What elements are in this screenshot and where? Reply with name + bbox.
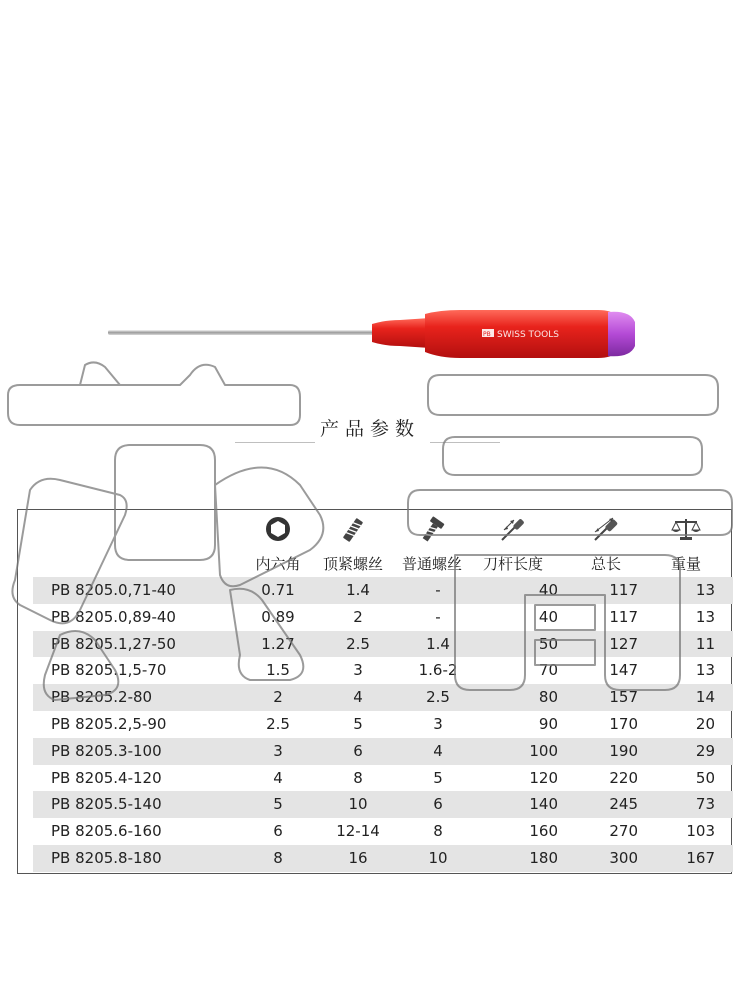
col-total-length-label: 总长 bbox=[590, 555, 621, 573]
cell-set-screw: 1.4 bbox=[346, 581, 370, 599]
cell-set-screw: 16 bbox=[348, 848, 368, 867]
cell-total-length: 220 bbox=[609, 768, 638, 787]
col-set-screw-label: 顶紧螺丝 bbox=[322, 555, 383, 573]
cell-total-length: 117 bbox=[609, 607, 638, 626]
cell-blade-length: 120 bbox=[529, 768, 558, 787]
cell-model: PB 8205.8-180 bbox=[51, 848, 162, 867]
cell-hex: 2.5 bbox=[266, 714, 290, 733]
cell-set-screw: 8 bbox=[353, 768, 363, 787]
cell-hex: 3 bbox=[273, 741, 283, 760]
table-row bbox=[33, 845, 733, 872]
cell-weight: 73 bbox=[695, 795, 715, 814]
cell-hex: 8 bbox=[273, 848, 283, 867]
cell-hex: 1.5 bbox=[266, 661, 290, 680]
col-blade-length bbox=[474, 510, 552, 577]
cell-normal-screw: 3 bbox=[433, 714, 443, 733]
cell-total-length: 270 bbox=[609, 822, 638, 841]
cell-normal-screw: 5 bbox=[433, 768, 443, 787]
cell-set-screw: 12-14 bbox=[336, 822, 380, 841]
cell-total-length: 245 bbox=[609, 795, 638, 814]
col-total-length bbox=[578, 510, 634, 577]
spec-table-header bbox=[18, 510, 731, 577]
cell-weight: 167 bbox=[686, 848, 715, 867]
table-row bbox=[33, 791, 733, 818]
blade-length-icon bbox=[498, 516, 528, 544]
cell-set-screw: 3 bbox=[353, 661, 363, 680]
cell-model: PB 8205.1,27-50 bbox=[51, 634, 176, 653]
cell-model: PB 8205.3-100 bbox=[51, 741, 162, 760]
title-divider-right bbox=[430, 442, 500, 443]
brand-text: SWISS TOOLS bbox=[497, 330, 559, 340]
cell-normal-screw: - bbox=[435, 607, 441, 626]
cell-model: PB 8205.2-80 bbox=[51, 688, 153, 707]
cell-model: PB 8205.2,5-90 bbox=[51, 714, 167, 733]
cell-total-length: 300 bbox=[609, 848, 638, 867]
cell-weight: 13 bbox=[695, 661, 715, 680]
cell-hex: 2 bbox=[273, 688, 283, 707]
cell-hex: 4 bbox=[273, 768, 283, 787]
cell-weight: 103 bbox=[686, 822, 715, 841]
screwdriver-shaft bbox=[108, 330, 378, 335]
col-hex-label: 内六角 bbox=[255, 555, 301, 573]
table-row bbox=[33, 818, 733, 845]
cell-model: PB 8205.6-160 bbox=[51, 822, 162, 841]
hex-socket-icon bbox=[265, 516, 291, 542]
col-weight bbox=[658, 510, 714, 577]
cell-total-length: 147 bbox=[609, 661, 638, 680]
cell-model: PB 8205.0,71-40 bbox=[51, 581, 176, 599]
cell-total-length: 157 bbox=[609, 688, 638, 707]
cell-model: PB 8205.4-120 bbox=[51, 768, 162, 787]
cell-weight: 14 bbox=[695, 688, 715, 707]
set-screw-icon bbox=[340, 516, 366, 544]
cell-model: PB 8205.0,89-40 bbox=[51, 607, 176, 626]
cell-weight: 13 bbox=[695, 581, 715, 599]
title-divider-left bbox=[235, 442, 315, 443]
total-length-icon bbox=[591, 516, 621, 544]
cell-set-screw: 2 bbox=[353, 607, 363, 626]
cell-blade-length: 40 bbox=[538, 581, 558, 599]
cell-hex: 0.71 bbox=[261, 581, 295, 599]
cell-weight: 29 bbox=[695, 741, 715, 760]
col-normal-screw-label: 普通螺丝 bbox=[401, 555, 462, 573]
cell-normal-screw: - bbox=[435, 581, 441, 599]
cell-weight: 13 bbox=[695, 607, 715, 626]
cell-normal-screw: 4 bbox=[433, 741, 443, 760]
col-blade-length-label: 刀杆长度 bbox=[482, 555, 543, 573]
cell-blade-length: 180 bbox=[529, 848, 558, 867]
cell-hex: 0.89 bbox=[261, 607, 295, 626]
cell-blade-length: 80 bbox=[538, 688, 558, 707]
cell-set-screw: 6 bbox=[353, 741, 363, 760]
cell-normal-screw: 8 bbox=[433, 822, 443, 841]
cell-weight: 11 bbox=[695, 634, 715, 653]
cell-blade-length: 160 bbox=[529, 822, 558, 841]
cell-weight: 20 bbox=[695, 714, 715, 733]
table-row bbox=[33, 711, 733, 738]
cell-normal-screw: 1.6-2 bbox=[418, 661, 458, 680]
spec-table bbox=[17, 509, 732, 874]
cell-set-screw: 5 bbox=[353, 714, 363, 733]
col-hex bbox=[250, 510, 306, 577]
cell-blade-length: 100 bbox=[529, 741, 558, 760]
cell-hex: 6 bbox=[273, 822, 283, 841]
screwdriver-cap bbox=[608, 312, 635, 357]
cell-total-length: 170 bbox=[609, 714, 638, 733]
table-row bbox=[33, 577, 733, 604]
cell-blade-length: 90 bbox=[538, 714, 558, 733]
cell-hex: 1.27 bbox=[261, 634, 295, 653]
cell-normal-screw: 10 bbox=[428, 848, 448, 867]
table-row bbox=[33, 738, 733, 765]
table-row bbox=[33, 604, 733, 631]
cell-set-screw: 2.5 bbox=[346, 634, 370, 653]
cell-model: PB 8205.5-140 bbox=[51, 795, 162, 814]
cell-normal-screw: 1.4 bbox=[426, 634, 450, 653]
section-title: 产品参数 bbox=[320, 418, 421, 440]
normal-screw-icon bbox=[418, 516, 446, 544]
cell-blade-length: 140 bbox=[529, 795, 558, 814]
cell-hex: 5 bbox=[273, 795, 283, 814]
brand-badge-text: PB bbox=[483, 331, 491, 338]
cell-total-length: 190 bbox=[609, 741, 638, 760]
cell-total-length: 127 bbox=[609, 634, 638, 653]
table-row bbox=[33, 684, 733, 711]
cell-normal-screw: 6 bbox=[433, 795, 443, 814]
table-row bbox=[33, 657, 733, 684]
cell-blade-length: 70 bbox=[538, 661, 558, 680]
cell-total-length: 117 bbox=[609, 581, 638, 599]
cell-model: PB 8205.1,5-70 bbox=[51, 661, 167, 680]
spec-table-body bbox=[33, 577, 733, 872]
cell-blade-length: 50 bbox=[538, 634, 558, 653]
cell-normal-screw: 2.5 bbox=[426, 688, 450, 707]
cell-set-screw: 10 bbox=[348, 795, 368, 814]
screwdriver-neck bbox=[372, 318, 430, 348]
table-row bbox=[33, 631, 733, 658]
cell-blade-length: 40 bbox=[538, 607, 558, 626]
scale-icon bbox=[671, 516, 701, 542]
col-weight-label: 重量 bbox=[670, 555, 701, 573]
screwdriver-image bbox=[100, 300, 660, 380]
cell-weight: 50 bbox=[695, 768, 715, 787]
section-title-block bbox=[0, 412, 750, 452]
col-set-screw bbox=[316, 510, 390, 577]
table-row bbox=[33, 765, 733, 792]
col-normal-screw bbox=[394, 510, 470, 577]
cell-set-screw: 4 bbox=[353, 688, 363, 707]
